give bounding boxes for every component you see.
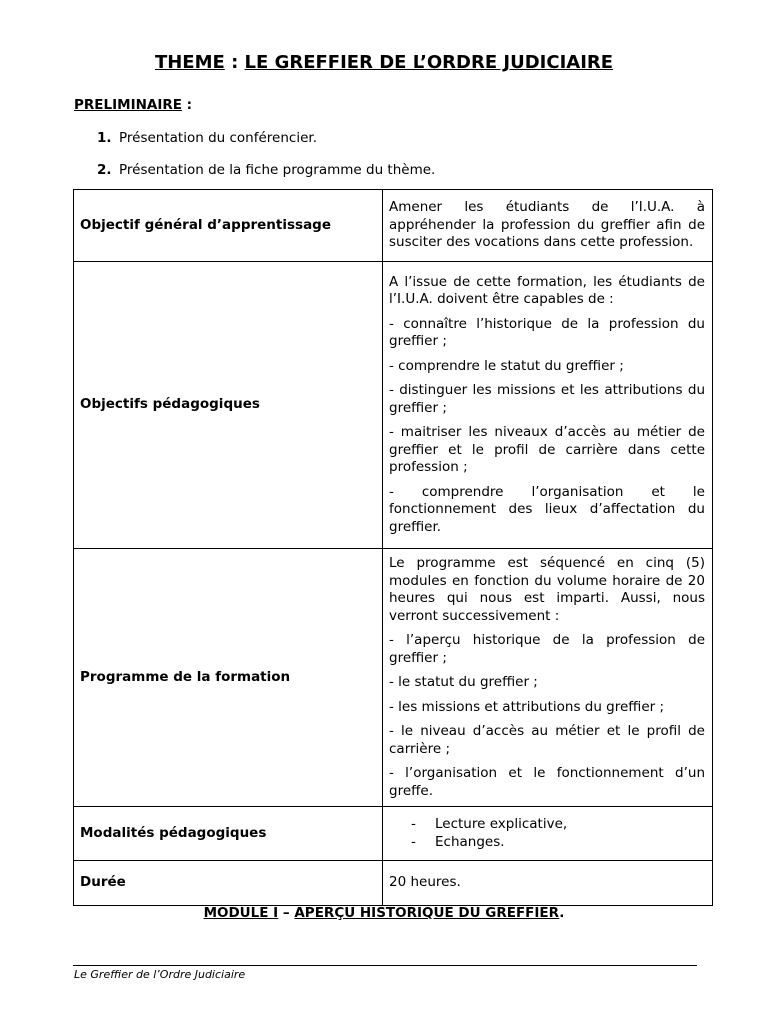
item-text: Présentation du conférencier. xyxy=(119,130,317,146)
row-content xyxy=(383,549,713,807)
row-content: 20 heures. xyxy=(383,861,713,906)
paragraph: - le statut du greffier ; xyxy=(389,674,538,690)
module-heading xyxy=(0,905,768,921)
row-label: Modalités pédagogiques xyxy=(74,807,383,861)
paragraph: - l’aperçu historique de la profession de greffier ; xyxy=(389,632,705,666)
paragraph: - comprendre le statut du greffier ; xyxy=(389,357,624,374)
module-number: MODULE I xyxy=(203,905,279,921)
table-row xyxy=(74,807,713,861)
list-item: - Lecture explicative, xyxy=(411,816,705,834)
paragraph: - l’organisation et le fonctionnement d’un greffe. xyxy=(389,765,705,799)
paragraph: - connaître l’historique de la profession du greffier ; xyxy=(389,315,705,350)
row-content xyxy=(383,262,713,549)
paragraph: - le niveau d’accès au métier et le profil de carrière ; xyxy=(389,723,705,757)
title-separator: : xyxy=(224,52,245,73)
item-text: Présentation de la fiche programme du thème. xyxy=(119,162,436,178)
module-dash: – xyxy=(278,905,295,921)
table-row xyxy=(74,861,713,906)
row-label: Durée xyxy=(74,861,383,906)
item-number: 2. xyxy=(97,162,112,178)
footer-divider xyxy=(73,965,697,966)
row-label: Objectif général d’apprentissage xyxy=(74,190,383,262)
preliminaire-heading xyxy=(74,97,192,113)
paragraph: A l’issue de cette formation, les étudiants de l’I.U.A. doivent être capables de : xyxy=(389,273,705,308)
module-title: APERÇU HISTORIQUE DU GREFFIER xyxy=(294,905,560,921)
list-item: - Echanges. xyxy=(411,834,705,852)
paragraph: - les missions et attributions du greffier ; xyxy=(389,698,665,715)
paragraph: Le programme est séquencé en cinq (5) modules en fonction du volume horaire de 20 heures qui nous est imparti. Aussi, nous verront successivement : xyxy=(389,555,705,624)
item-number: 1. xyxy=(97,130,112,146)
row-label: Programme de la formation xyxy=(74,549,383,807)
table-row xyxy=(74,262,713,549)
module-end: . xyxy=(559,905,565,921)
paragraph: - distinguer les missions et les attributions du greffier ; xyxy=(389,382,705,416)
theme-label: THEME xyxy=(154,52,225,73)
preliminaire-label: PRELIMINAIRE xyxy=(74,97,182,113)
preliminaire-colon: : xyxy=(181,97,193,113)
paragraph: - comprendre l’organisation et le fonctionnement des lieux d’affectation du greffier. xyxy=(389,483,705,535)
preliminaire-item-2 xyxy=(97,162,435,178)
paragraph: - maitriser les niveaux d’accès au métier de greffier et le profil de carrière dans cette profession ; xyxy=(389,424,705,476)
modalites-list xyxy=(389,816,705,851)
table-row xyxy=(74,549,713,807)
row-content xyxy=(383,807,713,861)
preliminaire-item-1 xyxy=(97,130,317,146)
programme-table xyxy=(73,189,713,906)
document-title xyxy=(0,52,768,73)
theme-title: LE GREFFIER DE L’ORDRE JUDICIAIRE xyxy=(244,52,614,73)
page-footer: Le Greffier de l’Ordre Judiciaire xyxy=(74,968,246,981)
row-label: Objectifs pédagogiques xyxy=(74,262,383,549)
table-row xyxy=(74,190,713,262)
row-content: Amener les étudiants de l’I.U.A. à appréhender la profession du greffier afin de susciter des vocations dans cette profession. xyxy=(383,190,713,262)
